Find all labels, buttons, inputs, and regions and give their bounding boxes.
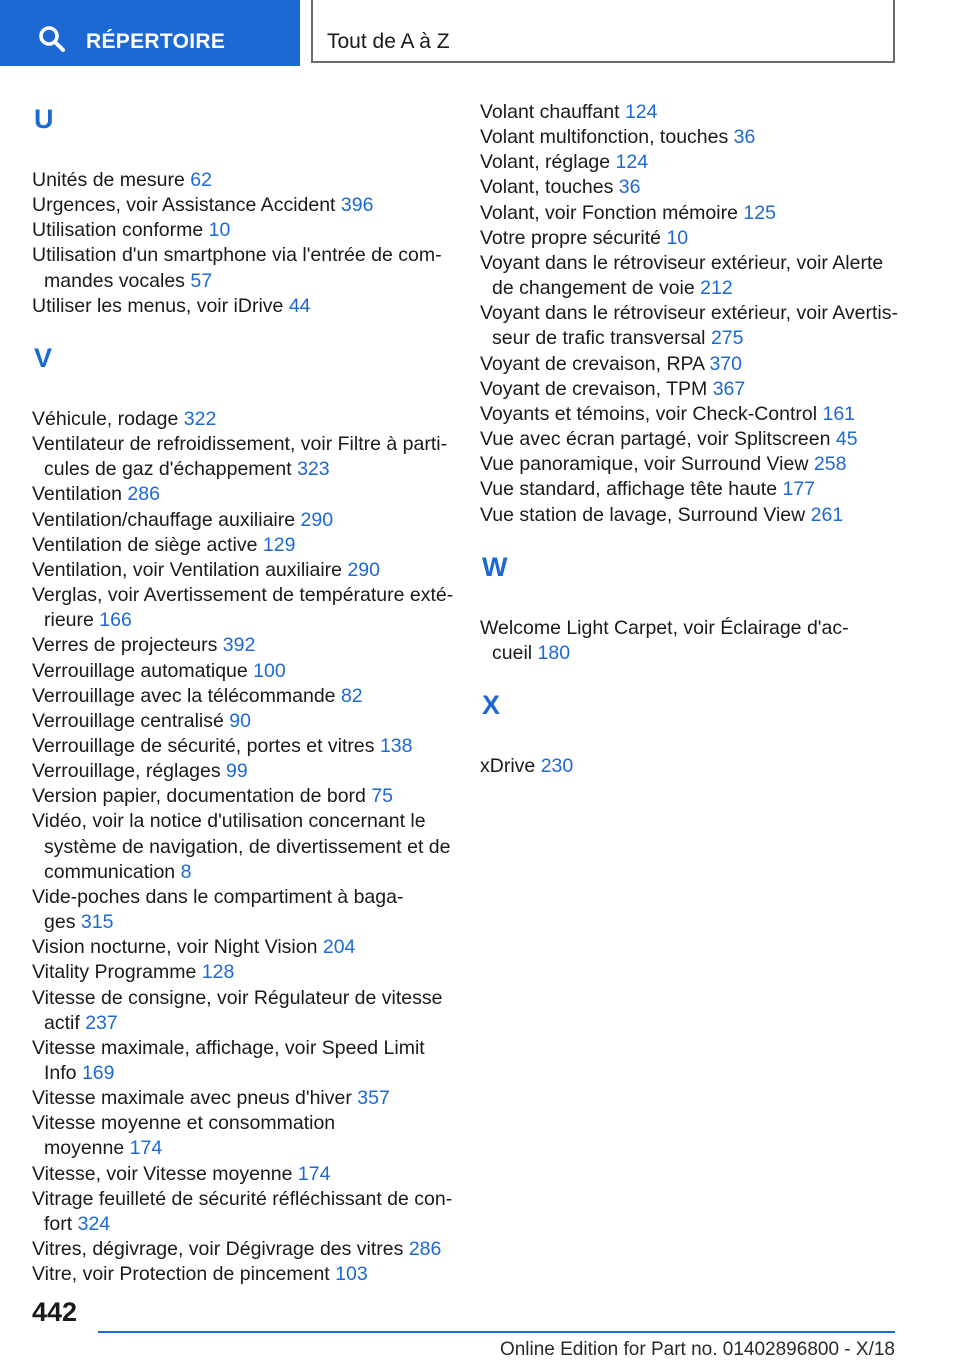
index-entry bbox=[32, 218, 452, 243]
entry-text: Verrouillage centralisé bbox=[32, 709, 224, 732]
entry-text: Ventilation de siège active bbox=[32, 533, 258, 556]
page-link[interactable]: 367 bbox=[712, 377, 746, 400]
index-entry bbox=[32, 407, 452, 432]
index-entry bbox=[32, 243, 452, 293]
index-entry bbox=[32, 508, 452, 533]
index-entry bbox=[32, 809, 452, 884]
page-link[interactable]: 124 bbox=[624, 101, 658, 123]
page-link[interactable]: 180 bbox=[537, 641, 571, 664]
entry-text: Vitesse maximale avec pneus d'hiver bbox=[32, 1087, 352, 1110]
entry-text: communication bbox=[44, 860, 176, 883]
page-link[interactable]: 99 bbox=[226, 760, 248, 783]
page-link[interactable]: 324 bbox=[77, 1212, 111, 1235]
page-link[interactable]: 286 bbox=[127, 483, 160, 506]
index-entry bbox=[480, 301, 900, 351]
index-entry bbox=[480, 352, 900, 377]
index-entry bbox=[480, 150, 900, 175]
section-title: Tout de A à Z bbox=[327, 30, 450, 53]
section-letter: W bbox=[482, 551, 508, 582]
index-entry bbox=[32, 482, 452, 507]
index-entry bbox=[32, 885, 452, 935]
page-link[interactable]: 161 bbox=[822, 402, 856, 425]
entry-text: Vide-poches dans le compartiment à baga‐ bbox=[32, 885, 404, 908]
page-link[interactable]: 36 bbox=[618, 176, 641, 199]
index-entry bbox=[480, 201, 900, 226]
entry-text: seur de trafic transversal bbox=[492, 327, 706, 350]
index-entry bbox=[32, 583, 452, 633]
page-link[interactable]: 315 bbox=[80, 911, 114, 934]
index-entry bbox=[32, 168, 452, 193]
entry-text: Utiliser les menus, voir iDrive bbox=[32, 294, 284, 317]
entry-text: Vue avec écran partagé, voir Splitscreen bbox=[480, 428, 831, 451]
index-nav-button[interactable] bbox=[0, 0, 300, 66]
entry-text: Vitrage feuilleté de sécurité réfléchissant de con‐ bbox=[32, 1187, 453, 1210]
page-link[interactable]: 103 bbox=[335, 1263, 368, 1286]
page-link[interactable]: 174 bbox=[129, 1137, 163, 1160]
entry-text: Vitality Programme bbox=[32, 961, 197, 984]
page-link[interactable]: 370 bbox=[709, 352, 742, 375]
page-number: 442 bbox=[32, 1297, 78, 1327]
page-link[interactable]: 128 bbox=[201, 961, 235, 984]
entry-text: Verrouillage, réglages bbox=[32, 760, 221, 783]
entry-text: Volant chauffant bbox=[480, 101, 620, 123]
page-link[interactable]: 322 bbox=[183, 407, 217, 430]
entry-text: Véhicule, rodage bbox=[32, 407, 179, 430]
index-entry bbox=[480, 100, 900, 125]
page-link[interactable]: 44 bbox=[288, 294, 311, 317]
entry-text: rieure bbox=[44, 609, 94, 632]
entry-text: Vue standard, affichage tête haute bbox=[480, 478, 778, 501]
index-entry bbox=[32, 1162, 452, 1187]
entry-text: Vitres, dégivrage, voir Dégivrage des vitres bbox=[32, 1238, 404, 1261]
page-link[interactable]: 230 bbox=[540, 754, 574, 777]
entry-text: Ventilation/chauffage auxiliaire bbox=[32, 508, 296, 531]
page-link[interactable]: 124 bbox=[615, 151, 649, 174]
page-link[interactable]: 100 bbox=[253, 659, 286, 682]
entry-text: Vidéo, voir la notice d'utilisation concernant le bbox=[32, 810, 426, 833]
entry-text: moyenne bbox=[44, 1137, 125, 1160]
entry-text: Voyant dans le rétroviseur extérieur, voir Avertis‐ bbox=[480, 302, 899, 325]
entry-text: Verres de projecteurs bbox=[32, 634, 218, 657]
entry-text: Verrouillage automatique bbox=[32, 659, 248, 682]
index-entry bbox=[32, 734, 452, 759]
index-entry bbox=[480, 251, 900, 301]
index-entry bbox=[32, 759, 452, 784]
entry-text: Ventilation, voir Ventilation auxiliaire bbox=[32, 558, 343, 581]
index-entry bbox=[480, 427, 900, 452]
index-entry bbox=[32, 1086, 452, 1111]
section-header bbox=[311, 0, 895, 63]
entry-text: Urgences, voir Assistance Accident bbox=[32, 194, 336, 217]
index-entry bbox=[32, 709, 452, 734]
page-link[interactable]: 396 bbox=[340, 194, 374, 217]
index-entry bbox=[480, 377, 900, 402]
page-link[interactable]: 261 bbox=[810, 503, 844, 526]
index-entry bbox=[480, 175, 900, 200]
entry-text: Voyants et témoins, voir Check-Control bbox=[480, 402, 818, 425]
page-link[interactable]: 290 bbox=[347, 558, 380, 581]
entry-text: Vitesse maximale, affichage, voir Speed Limit bbox=[32, 1036, 425, 1059]
index-entry bbox=[480, 226, 900, 251]
index-entry bbox=[32, 432, 452, 482]
page-link[interactable]: 62 bbox=[190, 169, 212, 191]
page-link[interactable]: 169 bbox=[81, 1062, 115, 1084]
entry-text: Verrouillage avec la télécommande bbox=[32, 684, 336, 707]
index-entry bbox=[480, 125, 900, 150]
index-entry bbox=[32, 659, 452, 684]
page-link[interactable]: 129 bbox=[262, 533, 296, 556]
page-link[interactable]: 166 bbox=[99, 609, 132, 632]
index-entry bbox=[32, 1187, 452, 1237]
page-link[interactable]: 237 bbox=[85, 1011, 118, 1034]
page-link[interactable]: 357 bbox=[357, 1087, 390, 1110]
page-link[interactable]: 290 bbox=[300, 508, 334, 531]
index-entry bbox=[32, 1111, 452, 1161]
index-entry bbox=[32, 558, 452, 583]
section-letter: V bbox=[34, 342, 53, 373]
entry-text: cules de gaz d'échappement bbox=[44, 458, 292, 481]
index-entry bbox=[480, 477, 900, 502]
page-link[interactable]: 275 bbox=[710, 327, 744, 350]
entry-text: Version papier, documentation de bord bbox=[32, 785, 366, 808]
page-link[interactable]: 323 bbox=[297, 458, 330, 481]
entry-text: xDrive bbox=[480, 754, 536, 777]
page-link[interactable]: 258 bbox=[813, 453, 847, 476]
section-letter: U bbox=[34, 104, 54, 134]
index-entry bbox=[480, 754, 900, 779]
index-entry bbox=[32, 684, 452, 709]
index-entry bbox=[480, 402, 900, 427]
entry-text: Ventilateur de refroidissement, voir Filtre à parti‐ bbox=[32, 433, 448, 456]
entry-text: Unités de mesure bbox=[32, 169, 185, 191]
index-entry bbox=[32, 294, 452, 319]
index-column-left bbox=[32, 100, 452, 1287]
entry-text: actif bbox=[44, 1011, 80, 1034]
entry-text: Ventilation bbox=[32, 483, 122, 506]
page-link[interactable]: 10 bbox=[208, 219, 231, 242]
entry-text: Volant, réglage bbox=[480, 151, 611, 174]
page-link[interactable]: 90 bbox=[229, 709, 251, 732]
search-icon bbox=[38, 25, 66, 53]
page-link[interactable]: 286 bbox=[408, 1238, 442, 1261]
entry-text: Utilisation conforme bbox=[32, 219, 204, 242]
index-entry bbox=[480, 452, 900, 477]
entry-text: de changement de voie bbox=[492, 277, 695, 300]
entry-text: Vitesse, voir Vitesse moyenne bbox=[32, 1162, 293, 1185]
entry-text: Utilisation d'un smartphone via l'entrée de com‐ bbox=[32, 244, 442, 267]
entry-text: Verrouillage de sécurité, portes et vitres bbox=[32, 734, 375, 757]
index-entry bbox=[480, 616, 900, 666]
entry-text: Vitre, voir Protection de pincement bbox=[32, 1263, 330, 1286]
entry-text: Voyant de crevaison, TPM bbox=[480, 377, 708, 400]
entry-text: Vitesse moyenne et consommation bbox=[32, 1112, 336, 1135]
footer-divider bbox=[98, 1331, 895, 1333]
page-link[interactable]: 204 bbox=[322, 936, 356, 959]
entry-text: Vue panoramique, voir Surround View bbox=[480, 453, 809, 476]
page-link[interactable]: 75 bbox=[371, 785, 394, 808]
index-entry bbox=[32, 1262, 452, 1287]
index-entry bbox=[480, 503, 900, 528]
page-link[interactable]: 212 bbox=[700, 277, 733, 300]
page-link[interactable]: 36 bbox=[733, 126, 756, 149]
entry-text: mandes vocales bbox=[44, 269, 185, 292]
index-entry bbox=[32, 633, 452, 658]
page-link[interactable]: 8 bbox=[180, 860, 192, 883]
index-nav-label: RÉPERTOIRE bbox=[86, 30, 226, 53]
entry-text: Verglas, voir Avertissement de température exté‐ bbox=[32, 584, 454, 607]
index-entry bbox=[32, 533, 452, 558]
entry-text: Volant, voir Fonction mémoire bbox=[480, 201, 738, 224]
index-entry bbox=[32, 1237, 452, 1262]
entry-text: Volant, touches bbox=[480, 176, 614, 199]
entry-text: Voyant dans le rétroviseur extérieur, voir Alerte bbox=[480, 251, 884, 274]
entry-text: Voyant de crevaison, RPA bbox=[480, 352, 705, 375]
page-link[interactable]: 125 bbox=[743, 201, 776, 224]
edition-footer: Online Edition for Part no. 01402896800 - X/18 bbox=[499, 1339, 895, 1360]
index-column-right bbox=[480, 100, 900, 779]
entry-text: Vue station de lavage, Surround View bbox=[480, 503, 806, 526]
section-letter: X bbox=[482, 689, 501, 720]
page-link[interactable]: 177 bbox=[782, 478, 816, 501]
page-link[interactable]: 174 bbox=[297, 1162, 331, 1185]
page-link[interactable]: 392 bbox=[222, 634, 256, 657]
entry-text: Volant multifonction, touches bbox=[480, 126, 729, 149]
page-link[interactable]: 57 bbox=[190, 269, 213, 292]
index-entry bbox=[32, 960, 452, 985]
index-entry bbox=[32, 935, 452, 960]
entry-text: fort bbox=[44, 1212, 73, 1235]
page-link[interactable]: 138 bbox=[379, 734, 413, 757]
entry-text: Info bbox=[44, 1062, 77, 1084]
page-link[interactable]: 45 bbox=[835, 428, 858, 451]
entry-text: Vision nocturne, voir Night Vision bbox=[32, 936, 318, 959]
page-link[interactable]: 10 bbox=[666, 226, 689, 249]
index-entry bbox=[32, 784, 452, 809]
index-entry bbox=[32, 986, 452, 1036]
index-entry bbox=[32, 193, 452, 218]
page-link[interactable]: 82 bbox=[340, 684, 363, 707]
entry-text: Votre propre sécurité bbox=[480, 226, 662, 249]
index-entry bbox=[32, 1036, 452, 1086]
entry-text: système de navigation, de divertissement et de bbox=[44, 835, 451, 858]
entry-text: Welcome Light Carpet, voir Éclairage d'ac‐ bbox=[480, 616, 849, 639]
entry-text: Vitesse de consigne, voir Régulateur de vitesse bbox=[32, 986, 443, 1009]
entry-text: cueil bbox=[492, 641, 533, 664]
entry-text: ges bbox=[44, 911, 76, 934]
